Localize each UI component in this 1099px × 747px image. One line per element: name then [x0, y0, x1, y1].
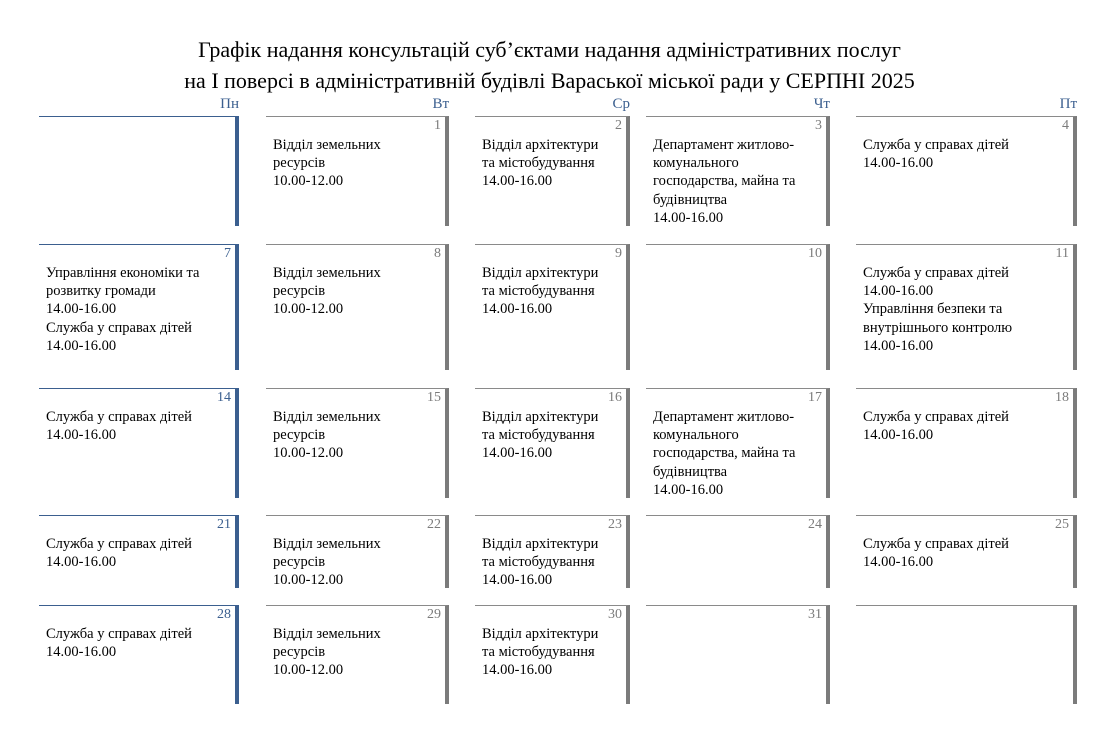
consultation-entry [273, 535, 381, 590]
consultation-entry [863, 535, 1009, 571]
consultation-entry [653, 136, 795, 227]
day-number: 28 [217, 607, 231, 622]
day-cell [646, 244, 830, 370]
day-cell [39, 388, 239, 498]
day-cell [646, 605, 830, 704]
consultation-entry [273, 625, 381, 680]
entry-line: Управління економіки та [46, 265, 200, 281]
day-number: 7 [224, 246, 231, 261]
day-number: 10 [808, 246, 822, 261]
entry-line: Відділ архітектури [482, 137, 599, 153]
consultation-entry [653, 408, 795, 499]
entry-line: комунального [653, 427, 739, 444]
consultation-entry [46, 264, 199, 355]
day-number: 1 [434, 118, 441, 133]
day-number: 23 [608, 517, 622, 532]
entry-line: Відділ земельних [273, 137, 381, 153]
day-cell [646, 515, 830, 588]
consultation-entry [863, 264, 1012, 355]
day-number: 30 [608, 607, 622, 622]
entry-line: господарства, майна та [653, 445, 796, 462]
day-number: 3 [815, 118, 822, 133]
entry-line: Відділ архітектури [482, 409, 599, 425]
entry-line: ресурсів [273, 427, 326, 444]
day-cell [856, 244, 1077, 370]
title-line-1: Графік надання консультацій суб’єктами надання адміністративних послуг [198, 37, 901, 62]
entry-line: Відділ земельних [273, 536, 381, 552]
entry-line: Департамент житлово- [653, 137, 795, 153]
title-line-2: на І поверсі в адміністративній будівлі Вараської міської ради у СЕРПНІ 2025 [184, 68, 915, 93]
day-cell [266, 388, 449, 498]
day-header-mon: Пн [220, 96, 239, 112]
entry-line: Управління безпеки та [863, 301, 1003, 318]
entry-line: Служба у справах дітей [46, 536, 192, 552]
day-cell [475, 515, 630, 588]
day-number: 18 [1055, 390, 1069, 405]
day-header-fri: Пт [1059, 96, 1077, 112]
day-number: 29 [427, 607, 441, 622]
consultation-entry [863, 408, 1009, 444]
entry-line: Відділ земельних [273, 409, 381, 425]
day-number: 24 [808, 517, 822, 532]
entry-line: 10.00-12.00 [273, 572, 344, 589]
day-number: 2 [615, 118, 622, 133]
day-cell [856, 515, 1077, 588]
day-header-wed: Ср [612, 96, 630, 112]
entry-line: 10.00-12.00 [273, 662, 344, 679]
day-number: 31 [808, 607, 822, 622]
entry-line: 14.00-16.00 [46, 554, 117, 571]
day-cell [856, 388, 1077, 498]
day-cell [266, 244, 449, 370]
day-number: 21 [217, 517, 231, 532]
entry-line: 14.00-16.00 [863, 337, 934, 354]
entry-line: 10.00-12.00 [273, 173, 344, 190]
day-number: 4 [1062, 118, 1069, 133]
entry-line: 14.00-16.00 [863, 554, 934, 571]
day-cell [39, 605, 239, 704]
entry-line: Відділ земельних [273, 626, 381, 642]
entry-line: Служба у справах дітей [863, 409, 1009, 425]
day-number: 11 [1055, 246, 1069, 261]
entry-line: Відділ земельних [273, 265, 381, 281]
entry-line: ресурсів [273, 155, 326, 172]
day-cell [856, 605, 1077, 704]
entry-line: 14.00-16.00 [653, 209, 724, 226]
day-cell [646, 388, 830, 498]
entry-line: Відділ архітектури [482, 626, 599, 642]
consultation-entry [482, 136, 598, 191]
entry-line: та містобудування [482, 283, 595, 300]
entry-line: Служба у справах дітей [863, 265, 1009, 281]
consultation-entry [863, 136, 1009, 172]
day-cell [475, 116, 630, 226]
entry-line: 14.00-16.00 [46, 644, 117, 661]
document-title [0, 34, 1099, 96]
day-cell [475, 388, 630, 498]
day-cell [266, 116, 449, 226]
entry-line: 14.00-16.00 [482, 572, 553, 589]
consultation-entry [273, 136, 381, 191]
day-number: 25 [1055, 517, 1069, 532]
entry-line: та містобудування [482, 427, 595, 444]
entry-line: 14.00-16.00 [46, 301, 117, 318]
entry-line: та містобудування [482, 644, 595, 661]
consultation-entry [46, 625, 192, 661]
day-cell [266, 515, 449, 588]
day-number: 16 [608, 390, 622, 405]
day-cell [646, 116, 830, 226]
consultation-entry [482, 264, 598, 319]
entry-line: Служба у справах дітей [863, 137, 1009, 153]
day-number: 14 [217, 390, 231, 405]
entry-line: Служба у справах дітей [46, 409, 192, 425]
entry-line: 14.00-16.00 [482, 173, 553, 190]
entry-line: будівництва [653, 191, 728, 208]
entry-line: Департамент житлово- [653, 409, 795, 425]
entry-line: 14.00-16.00 [863, 427, 934, 444]
entry-line: Служба у справах дітей [46, 626, 192, 642]
consultation-entry [482, 408, 598, 463]
day-number: 8 [434, 246, 441, 261]
entry-line: 10.00-12.00 [273, 445, 344, 462]
consultation-entry [482, 625, 598, 680]
day-cell [39, 116, 239, 226]
entry-line: та містобудування [482, 155, 595, 172]
entry-line: ресурсів [273, 644, 326, 661]
entry-line: Відділ архітектури [482, 265, 599, 281]
consultation-entry [46, 408, 192, 444]
entry-line: ресурсів [273, 554, 326, 571]
day-cell [39, 244, 239, 370]
entry-line: ресурсів [273, 283, 326, 300]
entry-line: 14.00-16.00 [653, 481, 724, 498]
entry-line: розвитку громади [46, 283, 156, 300]
entry-line: 14.00-16.00 [46, 337, 117, 354]
day-number: 17 [808, 390, 822, 405]
day-cell [266, 605, 449, 704]
day-header-thu: Чт [813, 96, 830, 112]
consultation-entry [482, 535, 598, 590]
entry-line: та містобудування [482, 554, 595, 571]
entry-line: Служба у справах дітей [46, 319, 192, 336]
entry-line: 14.00-16.00 [863, 283, 934, 300]
entry-line: будівництва [653, 463, 728, 480]
entry-line: 10.00-12.00 [273, 301, 344, 318]
day-cell [856, 116, 1077, 226]
entry-line: внутрішнього контролю [863, 319, 1013, 336]
consultation-entry [273, 264, 381, 319]
consultation-entry [46, 535, 192, 571]
day-cell [475, 244, 630, 370]
day-number: 22 [427, 517, 441, 532]
entry-line: 14.00-16.00 [482, 445, 553, 462]
entry-line: 14.00-16.00 [482, 662, 553, 679]
day-header-tue: Вт [432, 96, 449, 112]
entry-line: комунального [653, 155, 739, 172]
day-number: 15 [427, 390, 441, 405]
day-cell [475, 605, 630, 704]
entry-line: Відділ архітектури [482, 536, 599, 552]
entry-line: господарства, майна та [653, 173, 796, 190]
consultation-entry [273, 408, 381, 463]
entry-line: 14.00-16.00 [863, 155, 934, 172]
day-number: 9 [615, 246, 622, 261]
entry-line: Служба у справах дітей [863, 536, 1009, 552]
entry-line: 14.00-16.00 [482, 301, 553, 318]
day-cell [39, 515, 239, 588]
entry-line: 14.00-16.00 [46, 427, 117, 444]
